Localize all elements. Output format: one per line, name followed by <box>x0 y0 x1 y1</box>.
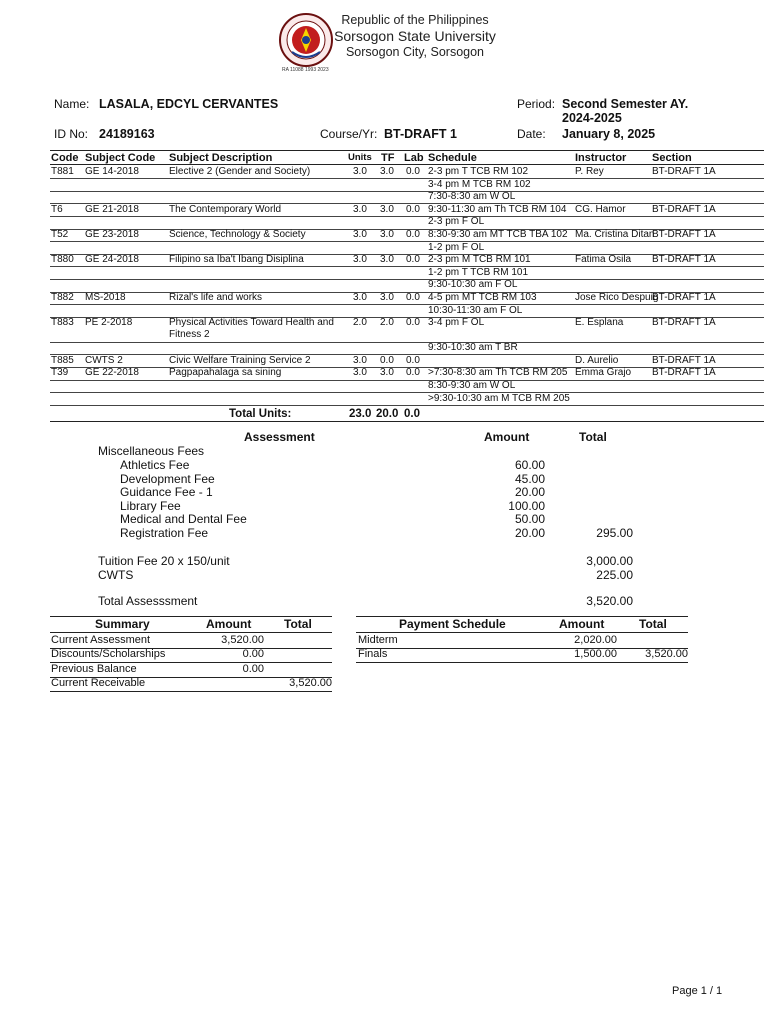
misc-fees-label: Miscellaneous Fees <box>98 444 205 458</box>
cell-amount: 2,020.00 <box>574 634 617 646</box>
col-tf: TF <box>381 152 395 164</box>
total-units-value: 23.0 <box>349 408 372 420</box>
fee-amount: 100.00 <box>508 498 545 513</box>
cell-subject-code: GE 24-2018 <box>85 254 139 266</box>
cell-code: T882 <box>51 292 74 303</box>
cell-amount: 0.00 <box>242 662 264 675</box>
row-divider <box>50 392 764 393</box>
cell-description: Elective 2 (Gender and Society) <box>169 166 311 177</box>
cell-label: Previous Balance <box>51 662 137 675</box>
cell-section: BT-DRAFT 1A <box>652 367 716 379</box>
cell-lab: 0.0 <box>406 354 420 366</box>
date-label: Date: <box>517 127 546 141</box>
cell-label: Midterm <box>358 634 398 646</box>
cell-lab: 0.0 <box>406 317 420 329</box>
cell-subject-code: GE 23-2018 <box>85 229 139 240</box>
cell-instructor: Ma. Cristina Ditan <box>575 229 655 240</box>
cell-tf: 3.0 <box>380 203 394 215</box>
cell-section: BT-DRAFT 1A <box>652 254 716 266</box>
payment-title: Payment Schedule <box>399 617 506 631</box>
cell-total: 3,520.00 <box>289 677 332 690</box>
payment-header-rule <box>356 632 688 633</box>
cell-section: BT-DRAFT 1A <box>652 229 716 240</box>
col-lab: Lab <box>404 152 424 164</box>
summary-amount-header: Amount <box>206 617 252 631</box>
cell-description-line2: Fitness 2 <box>169 329 210 341</box>
seal-footer-text: RA 11088 1993 2023 <box>282 67 329 73</box>
row-divider <box>50 279 764 280</box>
total-tf-value: 20.0 <box>376 408 399 420</box>
row-divider <box>50 380 764 381</box>
cell-label: Finals <box>358 648 388 661</box>
header-city: Sorsogon City, Sorsogon <box>345 45 485 59</box>
cell-subject-code: GE 22-2018 <box>85 367 139 379</box>
cell-description: Pagpapahalaga sa sining <box>169 367 282 379</box>
cell-schedule: 8:30-9:30 am MT TCB TBA 102 <box>428 229 568 240</box>
cell-schedule: >7:30-8:30 am Th TCB RM 205 <box>428 367 568 379</box>
cell-label: Current Assessment <box>51 634 151 646</box>
cell-subject-code: GE 14-2018 <box>85 166 139 177</box>
cell-code: T880 <box>51 254 74 266</box>
assessment-amount-header: Amount <box>484 430 530 444</box>
cell-amount: 3,520.00 <box>221 634 264 646</box>
cell-code: T6 <box>51 203 63 215</box>
cell-description: Physical Activities Toward Health and <box>169 317 334 329</box>
cell-instructor: E. Esplana <box>575 317 624 329</box>
fee-label: Library Fee <box>120 498 181 513</box>
student-id: 24189163 <box>99 127 155 141</box>
cell-schedule: 7:30-8:30 am W OL <box>428 191 516 203</box>
header-university: Sorsogon State University <box>334 28 496 44</box>
cell-instructor: D. Aurelio <box>575 354 619 366</box>
student-name: LASALA, EDCYL CERVANTES <box>99 97 279 111</box>
row-divider <box>50 691 332 692</box>
cell-description: Filipino sa Iba't Ibang Disiplina <box>169 254 304 266</box>
cell-label: Discounts/Scholarships <box>51 648 166 661</box>
cell-lab: 0.0 <box>406 203 420 215</box>
fee-amount: 20.00 <box>514 526 545 540</box>
cell-tf: 3.0 <box>380 367 394 379</box>
cell-description: Civic Welfare Training Service 2 <box>169 354 311 366</box>
cell-units: 3.0 <box>353 254 367 266</box>
cell-units: 2.0 <box>353 317 367 329</box>
cell-tf: 0.0 <box>380 354 394 366</box>
tuition-label: Tuition Fee 20 x 150/unit <box>98 554 230 568</box>
cell-description: The Contemporary World <box>169 203 282 215</box>
summary-title: Summary <box>95 617 150 631</box>
header-republic: Republic of the Philippines <box>341 13 489 27</box>
row-divider <box>356 662 688 663</box>
cell-code: T881 <box>51 166 74 177</box>
cell-schedule: 10:30-11:30 am F OL <box>428 304 523 316</box>
cell-tf: 3.0 <box>380 166 394 177</box>
cell-instructor: P. Rey <box>575 166 604 177</box>
row-divider <box>50 178 764 179</box>
cwts-total: 225.00 <box>596 568 633 582</box>
row-divider <box>50 191 764 192</box>
cell-description: Science, Technology & Society <box>169 229 306 240</box>
fee-label: Development Fee <box>120 471 215 486</box>
cell-tf: 3.0 <box>380 254 394 266</box>
col-subject-code: Subject Code <box>85 152 156 164</box>
total-lab-value: 0.0 <box>404 408 420 420</box>
cell-subject-code: CWTS 2 <box>85 354 123 366</box>
cell-subject-code: GE 21-2018 <box>85 203 139 215</box>
cell-units: 3.0 <box>353 166 367 177</box>
cell-units: 3.0 <box>353 367 367 379</box>
fee-label: Guidance Fee - 1 <box>120 485 213 500</box>
page-number: Page 1 / 1 <box>672 985 723 997</box>
cell-total: 3,520.00 <box>645 648 688 661</box>
payment-total-header: Total <box>639 617 667 631</box>
cell-code: T883 <box>51 317 74 329</box>
cell-section: BT-DRAFT 1A <box>652 203 716 215</box>
cell-lab: 0.0 <box>406 229 420 240</box>
cell-lab: 0.0 <box>406 254 420 266</box>
period-line2: 2024-2025 <box>562 111 622 125</box>
assessment-title: Assessment <box>244 430 315 444</box>
cell-instructor: Fatima Osila <box>575 254 632 266</box>
cell-section: BT-DRAFT 1A <box>652 317 716 329</box>
fee-amount: 45.00 <box>514 471 545 486</box>
row-divider <box>50 241 764 242</box>
summary-header-rule <box>50 632 332 633</box>
cell-section: BT-DRAFT 1A <box>652 292 716 303</box>
cell-amount: 1,500.00 <box>574 648 617 661</box>
cell-schedule: 9:30-11:30 am Th TCB RM 104 <box>428 203 567 215</box>
cwts-label: CWTS <box>98 568 134 582</box>
cell-code: T39 <box>51 367 69 379</box>
table-bottom-rule <box>50 421 764 422</box>
cell-schedule: 2-3 pm T TCB RM 102 <box>428 166 529 177</box>
fee-amount: 50.00 <box>514 512 545 527</box>
cell-instructor: Jose Rico Despuig <box>575 292 659 303</box>
row-divider <box>50 342 764 343</box>
row-divider <box>50 304 764 305</box>
table-header-rule <box>50 164 764 165</box>
col-code: Code <box>51 152 79 164</box>
col-instructor: Instructor <box>575 152 627 164</box>
cell-instructor: Emma Grajo <box>575 367 632 379</box>
table-top-rule <box>50 150 764 151</box>
col-schedule: Schedule <box>428 152 477 164</box>
cell-code: T885 <box>51 354 74 366</box>
assessment-total-header: Total <box>579 430 607 444</box>
col-section: Section <box>652 152 692 164</box>
cell-schedule: 1-2 pm F OL <box>428 241 485 253</box>
total-units-label: Total Units: <box>229 408 292 420</box>
cell-schedule: >9:30-10:30 am M TCB RM 205 <box>428 392 570 404</box>
total-assessment-value: 3,520.00 <box>586 594 633 608</box>
misc-total: 295.00 <box>596 526 633 540</box>
cell-schedule: 9:30-10:30 am F OL <box>428 279 518 291</box>
course-value: BT-DRAFT 1 <box>384 127 457 141</box>
name-label: Name: <box>54 97 90 111</box>
period-line1: Second Semester AY. <box>562 97 689 111</box>
cell-lab: 0.0 <box>406 367 420 379</box>
cell-amount: 0.00 <box>242 648 264 661</box>
course-label: Course/Yr: <box>320 127 378 141</box>
total-assessment-label: Total Assesssment <box>98 594 198 608</box>
tuition-total: 3,000.00 <box>586 554 633 568</box>
cell-units: 3.0 <box>353 229 367 240</box>
col-units: Units <box>348 152 372 163</box>
cell-schedule: 1-2 pm T TCB RM 101 <box>428 266 529 278</box>
cell-tf: 3.0 <box>380 292 394 303</box>
fee-amount: 20.00 <box>514 485 545 500</box>
fee-amount: 60.00 <box>514 458 545 472</box>
payment-amount-header: Amount <box>559 617 605 631</box>
cell-instructor: CG. Hamor <box>575 203 626 215</box>
cell-code: T52 <box>51 229 69 240</box>
cell-section: BT-DRAFT 1A <box>652 166 716 177</box>
period-label: Period: <box>517 97 556 111</box>
cell-schedule: 8:30-9:30 am W OL <box>428 380 516 391</box>
cell-schedule: 9:30-10:30 am T BR <box>428 342 518 354</box>
summary-total-header: Total <box>284 617 312 631</box>
cell-schedule: 4-5 pm MT TCB RM 103 <box>428 292 537 303</box>
fee-label: Athletics Fee <box>120 458 190 472</box>
cell-schedule: 2-3 pm F OL <box>428 216 485 228</box>
cell-lab: 0.0 <box>406 166 420 177</box>
row-divider <box>50 266 764 267</box>
cell-lab: 0.0 <box>406 292 420 303</box>
col-description: Subject Description <box>169 152 273 164</box>
cell-tf: 2.0 <box>380 317 394 329</box>
cell-label: Current Receivable <box>51 677 146 690</box>
cell-subject-code: MS-2018 <box>85 292 126 303</box>
cell-schedule: 2-3 pm M TCB RM 101 <box>428 254 531 266</box>
cell-schedule: 3-4 pm F OL <box>428 317 485 329</box>
fee-label: Medical and Dental Fee <box>120 512 247 527</box>
cell-schedule: 3-4 pm M TCB RM 102 <box>428 178 531 190</box>
row-divider <box>50 216 764 217</box>
row-divider <box>50 405 764 406</box>
cell-section: BT-DRAFT 1A <box>652 354 716 366</box>
cell-units: 3.0 <box>353 203 367 215</box>
cell-subject-code: PE 2-2018 <box>85 317 133 329</box>
cell-tf: 3.0 <box>380 229 394 240</box>
cell-units: 3.0 <box>353 354 367 366</box>
cell-description: Rizal's life and works <box>169 292 263 303</box>
id-label: ID No: <box>54 127 89 141</box>
cell-units: 3.0 <box>353 292 367 303</box>
date-value: January 8, 2025 <box>562 127 656 141</box>
fee-label: Registration Fee <box>120 526 209 540</box>
